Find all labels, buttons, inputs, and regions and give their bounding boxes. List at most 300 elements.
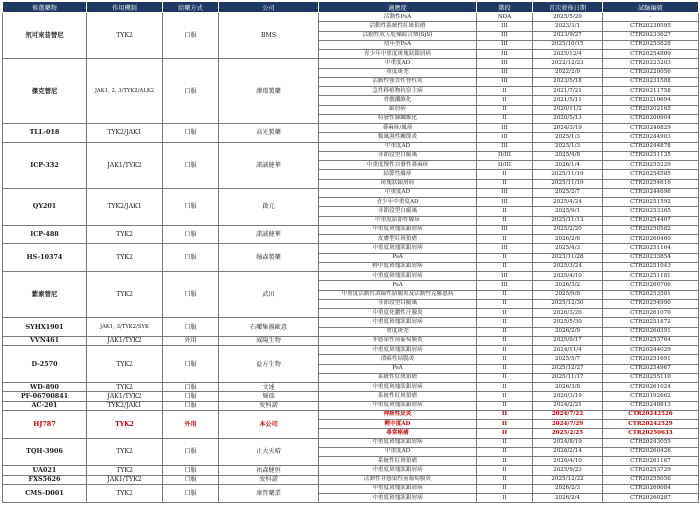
- company: 益方生物: [219, 346, 319, 383]
- route: 口服: [163, 272, 219, 318]
- indication: 系統性紅斑狼瘡: [319, 392, 477, 401]
- mechanism: JAK1/TYK2: [87, 142, 163, 188]
- mechanism: TYK2/JAK1: [87, 188, 163, 225]
- phase: II: [477, 420, 533, 429]
- phase: III: [477, 31, 533, 40]
- trial-number: CTR20244903: [603, 133, 699, 142]
- release-date: 2026/2/14: [533, 447, 603, 456]
- route: 口服: [163, 466, 219, 475]
- trial-number: CTR20240813: [603, 401, 699, 410]
- company: 威陽生物: [219, 336, 319, 345]
- indication: 中重度化膿性汗腺炎: [319, 309, 477, 318]
- phase: III: [477, 77, 533, 86]
- trial-number: CTR20254809: [603, 50, 699, 59]
- indication: 活動性系統性紅斑狼瘡: [319, 22, 477, 31]
- indication: 中重度結節性癢疹: [319, 216, 477, 225]
- indication: 中重度AD: [319, 188, 477, 197]
- trial-number: CTR20251592: [603, 198, 699, 207]
- release-date: 2025/12/4: [533, 50, 603, 59]
- col-header-drug: 候選藥物: [3, 2, 87, 13]
- release-date: 2025/3/24: [533, 262, 603, 271]
- indication: 幼年型PsA: [319, 40, 477, 49]
- phase: II: [477, 114, 533, 123]
- trial-number: CTR20242529: [603, 420, 699, 429]
- trial-number: CTR20253828: [603, 40, 699, 49]
- trial-number: CTR20244878: [603, 142, 699, 151]
- indication: 皮膚型紅斑狼瘡: [319, 235, 477, 244]
- route: 口服: [163, 13, 219, 59]
- phase: II/III: [477, 151, 533, 160]
- drug-name: HS-10374: [3, 244, 87, 272]
- indication: 中重度斑塊狀銀屑病: [319, 346, 477, 355]
- phase: II: [477, 262, 533, 271]
- phase: II: [477, 170, 533, 179]
- release-date: 2025/1/3: [533, 133, 603, 142]
- phase: II: [477, 429, 533, 438]
- drug-name: VVN461: [3, 336, 87, 345]
- header-row: [3, 2, 699, 13]
- phase: II: [477, 401, 533, 410]
- table-row: [3, 336, 699, 345]
- phase: II: [477, 309, 533, 318]
- release-date: 2025/5/7: [533, 355, 603, 364]
- table-row: [3, 318, 699, 327]
- phase: II: [477, 235, 533, 244]
- indication: 斑塊狀銀屑病: [319, 179, 477, 188]
- release-date: 2023/3/1: [533, 22, 603, 31]
- mechanism: JAK1, 2, 3/TYK2/ALK2: [87, 59, 163, 124]
- table-row: [3, 124, 699, 133]
- trial-number: CTR20251691: [603, 355, 699, 364]
- company: BMS: [219, 13, 319, 59]
- trial-number: CTR20230595: [603, 22, 699, 31]
- pipeline-table: [2, 1, 699, 503]
- trial-number: CTR20253365: [603, 207, 699, 216]
- indication: 系統性紅斑狼瘡: [319, 373, 477, 382]
- indication: 非節段型白癜風: [319, 299, 477, 308]
- trial-number: CTR20243055: [603, 438, 699, 447]
- release-date: 2026/4/10: [533, 457, 603, 466]
- trial-number: CTR20261167: [603, 457, 699, 466]
- drug-name: ICP-332: [3, 142, 87, 188]
- release-date: 2025/11/13: [533, 216, 603, 225]
- company: 本公司: [219, 410, 319, 438]
- company: 愛科諾: [219, 401, 319, 410]
- trial-number: CTR20260706: [603, 281, 699, 290]
- table-row: [3, 392, 699, 401]
- table-row: [3, 13, 699, 22]
- route: 外用: [163, 410, 219, 438]
- trial-number: CTR20250633: [603, 429, 699, 438]
- indication: 中重度活動性潰瘍性結腸炎及活動性克羅恩病: [319, 290, 477, 299]
- phase: II: [477, 96, 533, 105]
- indication: 重度斑禿: [319, 327, 477, 336]
- release-date: 2026/2/9: [533, 327, 603, 336]
- route: 口服: [163, 484, 219, 503]
- route: 口服: [163, 401, 219, 410]
- drug-name: D-2570: [3, 346, 87, 383]
- release-date: 2020/11/2: [533, 105, 603, 114]
- trial-number: CTR20231588: [603, 77, 699, 86]
- col-header-date: 首次發佈日期: [533, 2, 603, 13]
- table-row: [3, 466, 699, 475]
- phase: NDA: [477, 13, 533, 22]
- indication: 非節段型白癜風: [319, 151, 477, 160]
- release-date: 2026/2/6: [533, 235, 603, 244]
- indication: PsA: [319, 364, 477, 373]
- mechanism: TYK2: [87, 410, 163, 438]
- mechanism: TYK2/JAK1: [87, 124, 163, 143]
- release-date: 2025/11/17: [533, 373, 603, 382]
- trial-number: CTR20220056: [603, 68, 699, 77]
- release-date: 2026/1/4: [533, 161, 603, 170]
- phase: II/III: [477, 161, 533, 170]
- indication: 結節性癢疹: [319, 170, 477, 179]
- phase: II: [477, 410, 533, 419]
- phase: II: [477, 207, 533, 216]
- trial-number: CTR20240829: [603, 124, 699, 133]
- phase: II: [477, 484, 533, 493]
- phase: II: [477, 355, 533, 364]
- release-date: 2026/2/3: [533, 484, 603, 493]
- indication: 中重度斑塊狀銀屑病: [319, 438, 477, 447]
- release-date: 2025/4/24: [533, 198, 603, 207]
- col-header-indication: 適應症: [319, 2, 477, 13]
- mechanism: TYK2: [87, 346, 163, 383]
- company: 諾誠健華: [219, 142, 319, 188]
- phase: II: [477, 457, 533, 466]
- trial-number: CTR20255229: [603, 161, 699, 170]
- route: 口服: [163, 244, 219, 272]
- indication: 系統性紅斑狼瘡: [319, 457, 477, 466]
- phase: II: [477, 299, 533, 308]
- table-row: [3, 484, 699, 493]
- table-row: [3, 59, 699, 68]
- drug-name: WD-890: [3, 383, 87, 392]
- trial-number: CTR20210694: [603, 96, 699, 105]
- phase: III: [477, 68, 533, 77]
- route: 口服: [163, 383, 219, 392]
- release-date: 2025/9/23: [533, 466, 603, 475]
- phase: III: [477, 244, 533, 253]
- trial-number: CTR20260084: [603, 484, 699, 493]
- trial-number: CTR20254967: [603, 364, 699, 373]
- phase: II: [477, 438, 533, 447]
- release-date: 2021/5/11: [533, 96, 603, 105]
- trial-number: CTR20223203: [603, 59, 699, 68]
- drug-name: UA021: [3, 466, 87, 475]
- table-row: [3, 383, 699, 392]
- company: 康哲藥業: [219, 484, 319, 503]
- mechanism: JAK1/TYK2: [87, 392, 163, 401]
- indication: 骨髓纖維化: [319, 96, 477, 105]
- company: 愛科諾: [219, 475, 319, 484]
- phase: III: [477, 22, 533, 31]
- indication: 潰瘍性結腸炎: [319, 355, 477, 364]
- mechanism: JAK1, 3/TYK2/SYK: [87, 318, 163, 337]
- trial-number: CTR20200904: [603, 114, 699, 123]
- mechanism: TYK2: [87, 484, 163, 503]
- trial-number: CTR20261024: [603, 383, 699, 392]
- trial-number: CTR20253581: [603, 290, 699, 299]
- route: 口服: [163, 124, 219, 143]
- release-date: 2025/4/10: [533, 272, 603, 281]
- mechanism: JAK1/TYK2: [87, 336, 163, 345]
- company: 正大天晴: [219, 438, 319, 466]
- phase: III: [477, 142, 533, 151]
- release-date: 2025/5/20: [533, 13, 603, 22]
- phase: III: [477, 281, 533, 290]
- trial-number: CTR20233627: [603, 31, 699, 40]
- drug-name: PF-06700841: [3, 392, 87, 401]
- drug-name: HJ787: [3, 410, 87, 438]
- company: 高光製藥: [219, 124, 319, 143]
- indication: 中重度AD: [319, 447, 477, 456]
- trial-number: -: [603, 13, 699, 22]
- phase: II: [477, 216, 533, 225]
- trial-number: CTR20242526: [603, 410, 699, 419]
- trial-number: CTR20254407: [603, 216, 699, 225]
- release-date: 2025/10/15: [533, 40, 603, 49]
- route: 口服: [163, 142, 219, 188]
- release-date: 2025/2/25: [533, 429, 603, 438]
- release-date: 2020/3/19: [533, 392, 603, 401]
- trial-number: CTR20251135: [603, 151, 699, 160]
- phase: II: [477, 290, 533, 299]
- release-date: 2025/9/17: [533, 336, 603, 345]
- route: 外用: [163, 336, 219, 345]
- indication: 非節段型白癜風: [319, 207, 477, 216]
- indication: 蕁麻疹/風疹: [319, 124, 477, 133]
- indication: 重度斑禿: [319, 68, 477, 77]
- trial-number: CTR20253764: [603, 336, 699, 345]
- release-date: 2026/3/2: [533, 281, 603, 290]
- drug-name: TLL-018: [3, 124, 87, 143]
- table-row: [3, 401, 699, 410]
- trial-number: CTR20211758: [603, 87, 699, 96]
- route: 口服: [163, 318, 219, 337]
- release-date: 2022/12/23: [533, 59, 603, 68]
- indication: 中重度斑塊狀銀屑病: [319, 225, 477, 234]
- indication: 中重度AD: [319, 59, 477, 68]
- phase: III: [477, 59, 533, 68]
- indication: 中重度慢性自發性蕁麻疹: [319, 161, 477, 170]
- col-header-route: 給藥方式: [163, 2, 219, 13]
- phase: II: [477, 87, 533, 96]
- table-row: [3, 410, 699, 419]
- route: 口服: [163, 346, 219, 383]
- trial-number: CTR20254616: [603, 179, 699, 188]
- company: 輝瑞: [219, 392, 319, 401]
- release-date: 2025/5/30: [533, 318, 603, 327]
- indication: 活動性PsA: [319, 13, 477, 22]
- phase: II: [477, 253, 533, 262]
- release-date: 2025/9/1: [533, 207, 603, 216]
- indication: 中重度斑塊狀銀屑病: [319, 383, 477, 392]
- release-date: 2025/1/3: [533, 142, 603, 151]
- release-date: 2023/11/28: [533, 253, 603, 262]
- indication: 中重度斑塊狀銀屑病: [319, 244, 477, 253]
- indication: 中重度斑塊狀銀屑病: [319, 401, 477, 410]
- phase: III: [477, 133, 533, 142]
- table-row: [3, 346, 699, 355]
- indication: 青少年中重度斑塊狀銀屑病: [319, 50, 477, 59]
- route: 口服: [163, 225, 219, 244]
- release-date: 2023/9/27: [533, 31, 603, 40]
- release-date: 2025/4/3: [533, 244, 603, 253]
- release-date: 2020/5/13: [533, 114, 603, 123]
- trial-number: CTR20244029: [603, 346, 699, 355]
- indication: 中重度斑塊狀銀屑病: [319, 272, 477, 281]
- release-date: 2025/12/30: [533, 299, 603, 308]
- phase: II: [477, 327, 533, 336]
- trial-number: CTR20251181: [603, 272, 699, 281]
- mechanism: TYK2: [87, 466, 163, 475]
- drug-name: QY201: [3, 188, 87, 225]
- mechanism: TYK2: [87, 225, 163, 244]
- indication: 青少年中重度AD: [319, 198, 477, 207]
- company: 澤璟製藥: [219, 59, 319, 124]
- release-date: 2025/2/20: [533, 225, 603, 234]
- release-date: 2025/2/7: [533, 188, 603, 197]
- release-date: 2024/8/19: [533, 438, 603, 447]
- phase: II: [477, 475, 533, 484]
- table-row: [3, 244, 699, 253]
- release-date: 2025/9/8: [533, 290, 603, 299]
- col-header-company: 公司: [219, 2, 319, 13]
- release-date: 2024/11/4: [533, 346, 603, 355]
- trial-number: CTR20260460: [603, 235, 699, 244]
- table-row: [3, 142, 699, 151]
- phase: III: [477, 198, 533, 207]
- trial-number: CTR20251872: [603, 318, 699, 327]
- release-date: 2023/5/18: [533, 77, 603, 86]
- trial-number: CTR20255110: [603, 373, 699, 382]
- indication: 類風濕性關節炎: [319, 133, 477, 142]
- phase: II: [477, 373, 533, 382]
- trial-number: CTR20251043: [603, 262, 699, 271]
- indication: 中重度斑塊狀銀屑病: [319, 494, 477, 503]
- phase: III: [477, 124, 533, 133]
- indication: 非感染性前葡萄膜炎: [319, 336, 477, 345]
- phase: II: [477, 383, 533, 392]
- phase: II: [477, 346, 533, 355]
- indication: 神經性皮炎: [319, 410, 477, 419]
- phase: II: [477, 392, 533, 401]
- route: 口服: [163, 438, 219, 466]
- company: 石藥集團歐意: [219, 318, 319, 337]
- indication: 活動性強直性脊柱炎: [319, 77, 477, 86]
- trial-number: CTR20260426: [603, 447, 699, 456]
- drug-name: CMS-D001: [3, 484, 87, 503]
- indication: PsA: [319, 281, 477, 290]
- release-date: 2026/2/4: [533, 494, 603, 503]
- trial-number: CTR20244696: [603, 188, 699, 197]
- trial-number: CTR20260391: [603, 327, 699, 336]
- release-date: 2024/7/29: [533, 420, 603, 429]
- release-date: 2021/7/21: [533, 87, 603, 96]
- drug-name: 傑克替尼: [3, 59, 87, 124]
- indication: 活動性成人乾燥綜合徵(SjS): [319, 31, 477, 40]
- trial-number: CTR20253729: [603, 466, 699, 475]
- company: 文達: [219, 383, 319, 392]
- table-body: [3, 13, 699, 503]
- table-row: [3, 272, 699, 281]
- company: 祐森健恒: [219, 466, 319, 475]
- indication: 銀屑病: [319, 105, 477, 114]
- trial-number: CTR20250582: [603, 225, 699, 234]
- phase: III: [477, 40, 533, 49]
- mechanism: TYK2: [87, 272, 163, 318]
- phase: II: [477, 447, 533, 456]
- trial-number: CTR20260287: [603, 494, 699, 503]
- col-header-phase: 階段: [477, 2, 533, 13]
- indication: 尋常痤瘡: [319, 429, 477, 438]
- phase: III: [477, 50, 533, 59]
- release-date: 2025/12/22: [533, 475, 603, 484]
- indication: 特發性肺纖維化: [319, 114, 477, 123]
- drug-name: TQH-3906: [3, 438, 87, 466]
- indication: 中重度斑塊狀銀屑病: [319, 484, 477, 493]
- release-date: 2024/2/21: [533, 401, 603, 410]
- drug-name: 紫索替尼: [3, 272, 87, 318]
- drug-name: ICP-488: [3, 225, 87, 244]
- trial-number: CTR20192662: [603, 392, 699, 401]
- company: 諾誠健華: [219, 225, 319, 244]
- mechanism: JAK1/TYK2: [87, 475, 163, 484]
- trial-number: CTR20233854: [603, 253, 699, 262]
- indication: 急性移植物抗宿主病: [319, 87, 477, 96]
- indication: 中重度斑塊狀銀屑病: [319, 466, 477, 475]
- phase: II: [477, 364, 533, 373]
- release-date: 2022/2/9: [533, 68, 603, 77]
- indication: 輕中度AD: [319, 420, 477, 429]
- release-date: 2024/7/22: [533, 410, 603, 419]
- route: 口服: [163, 392, 219, 401]
- indication: 輕中度斑塊狀銀屑病: [319, 262, 477, 271]
- release-date: 2026/3/8: [533, 383, 603, 392]
- trial-number: CTR20255056: [603, 475, 699, 484]
- table-row: [3, 225, 699, 234]
- phase: II: [477, 466, 533, 475]
- release-date: 2024/3/19: [533, 124, 603, 133]
- phase: II: [477, 494, 533, 503]
- phase: II: [477, 318, 533, 327]
- release-date: 2025/11/19: [533, 170, 603, 179]
- mechanism: TYK2/JAK1: [87, 401, 163, 410]
- release-date: 2025/11/19: [533, 179, 603, 188]
- phase: II: [477, 336, 533, 345]
- indication: PsA: [319, 253, 477, 262]
- company: 啟元: [219, 188, 319, 225]
- phase: III: [477, 225, 533, 234]
- phase: III: [477, 188, 533, 197]
- mechanism: TYK2: [87, 383, 163, 392]
- release-date: 2025/4/8: [533, 151, 603, 160]
- company: 翰森製藥: [219, 244, 319, 272]
- col-header-mechanism: 作用機制: [87, 2, 163, 13]
- drug-name: 氘可來昔替尼: [3, 13, 87, 59]
- mechanism: TYK2: [87, 13, 163, 59]
- trial-number: CTR20254990: [603, 299, 699, 308]
- route: 口服: [163, 59, 219, 124]
- drug-name: FXS5626: [3, 475, 87, 484]
- drug-name: SYHX1901: [3, 318, 87, 337]
- release-date: 2025/12/27: [533, 364, 603, 373]
- indication: 中重度斑塊狀銀屑病: [319, 318, 477, 327]
- phase: III: [477, 272, 533, 281]
- drug-name: AC-201: [3, 401, 87, 410]
